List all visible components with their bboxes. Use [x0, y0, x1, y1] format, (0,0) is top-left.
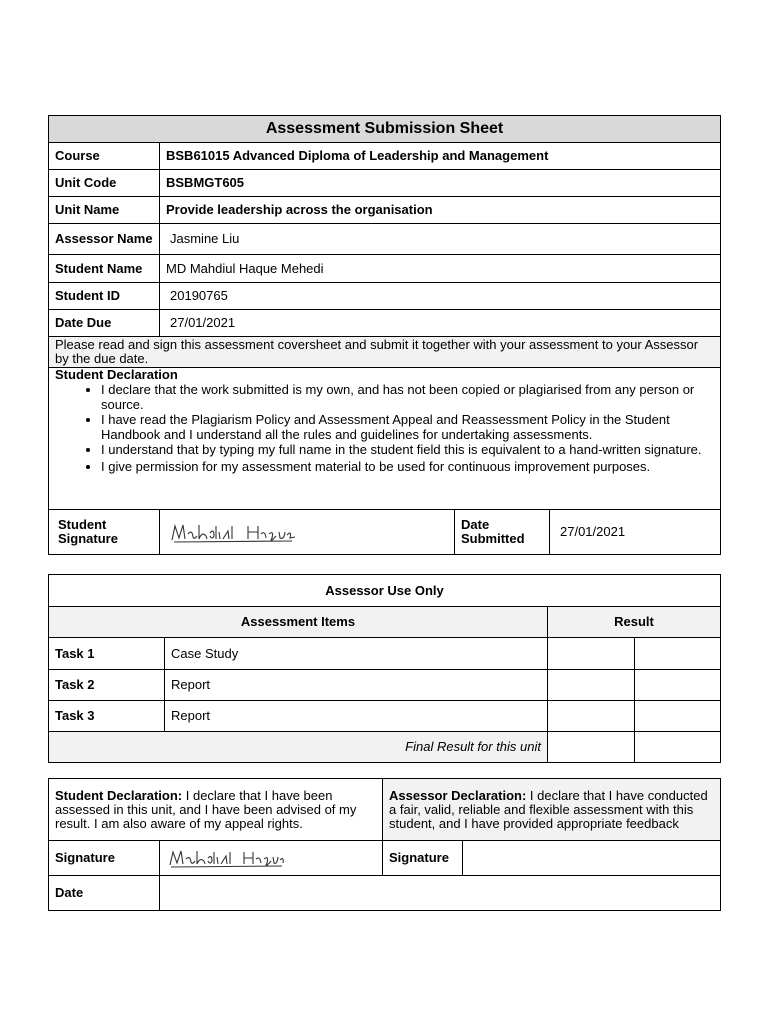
student-signature-image [166, 845, 286, 871]
assessment-items-header: Assessment Items [49, 607, 548, 638]
task-label: Task 1 [49, 638, 165, 670]
assessor-name-value: Jasmine Liu [160, 224, 721, 255]
date-due-label: Date Due [49, 310, 160, 337]
assessor-name-label: Assessor Name [49, 224, 160, 255]
date-submitted-label: Date Submitted [455, 510, 550, 555]
student-signature-label: Signature [49, 841, 160, 876]
student-declaration-heading: Student Declaration: [55, 787, 183, 803]
student-declaration-block [49, 368, 721, 510]
assessor-signature-field[interactable] [463, 841, 721, 876]
table-row [49, 670, 721, 701]
course-value: BSB61015 Advanced Diploma of Leadership and Management [160, 143, 721, 170]
student-id-label: Student ID [49, 283, 160, 310]
result-cell[interactable] [548, 638, 635, 670]
date-label: Date [49, 876, 160, 911]
result-header: Result [548, 607, 721, 638]
declaration-item: • I understand that by typing my full name in the student field this is equivalent to a hand-written signature. [101, 442, 714, 457]
date-due-value: 27/01/2021 [160, 310, 721, 337]
course-label: Course [49, 143, 160, 170]
declaration-list [55, 382, 714, 474]
table-row [49, 638, 721, 670]
assessor-declaration-text: I declare that I have conducted a fair, valid, reliable and flexible assessment with this student, and I have provided appropriate feedback [389, 787, 708, 831]
sheet-title: Assessment Submission Sheet [49, 116, 721, 143]
submission-sheet-table [48, 115, 721, 555]
student-declaration-cell [49, 779, 383, 841]
instruction-text: Please read and sign this assessment coversheet and submit it together with your assessment to your Assessor by the due date. [49, 337, 721, 368]
final-result-label: Final Result for this unit [49, 732, 548, 763]
task-item: Report [165, 670, 548, 701]
task-label: Task 3 [49, 701, 165, 732]
declaration-item: • I declare that the work submitted is my own, and has not been copied or plagiarised from any person or source. [101, 382, 714, 412]
unit-code-value: BSBMGT605 [160, 170, 721, 197]
result-cell[interactable] [548, 670, 635, 701]
student-signature-label: Student Signature [49, 510, 160, 555]
student-signature-field[interactable] [160, 510, 455, 555]
result-cell[interactable] [635, 670, 721, 701]
declaration-item: • I have read the Plagiarism Policy and Assessment Appeal and Reassessment Policy in the Student Handbook and I understand all the rules and guidelines for undertaking assessments. [101, 412, 714, 442]
student-signature-field[interactable] [160, 841, 383, 876]
assessor-use-table [48, 574, 721, 763]
student-signature-image [166, 518, 296, 546]
assessor-signature-label: Signature [383, 841, 463, 876]
date-submitted-value: 27/01/2021 [550, 510, 721, 555]
unit-name-label: Unit Name [49, 197, 160, 224]
result-cell[interactable] [635, 701, 721, 732]
assessor-declaration-heading: Assessor Declaration: [389, 787, 527, 803]
assessor-declaration-cell [383, 779, 721, 841]
final-result-cell[interactable] [635, 732, 721, 763]
task-label: Task 2 [49, 670, 165, 701]
task-item: Report [165, 701, 548, 732]
task-item: Case Study [165, 638, 548, 670]
student-id-value: 20190765 [160, 283, 721, 310]
unit-code-label: Unit Code [49, 170, 160, 197]
declaration-item: • I give permission for my assessment material to be used for continuous improvement purposes. [101, 459, 714, 474]
table-row [49, 701, 721, 732]
student-name-value: MD Mahdiul Haque Mehedi [160, 255, 721, 283]
result-cell[interactable] [548, 701, 635, 732]
unit-name-value: Provide leadership across the organisation [160, 197, 721, 224]
student-declaration-text: I declare that I have been assessed in this unit, and I have been advised of my result. I am also aware of my appeal rights. [55, 787, 357, 831]
final-result-cell[interactable] [548, 732, 635, 763]
declarations-table [48, 778, 721, 911]
declaration-heading: Student Declaration [55, 367, 178, 382]
assessor-use-title: Assessor Use Only [49, 575, 721, 607]
result-cell[interactable] [635, 638, 721, 670]
date-field[interactable] [160, 876, 721, 911]
student-name-label: Student Name [49, 255, 160, 283]
